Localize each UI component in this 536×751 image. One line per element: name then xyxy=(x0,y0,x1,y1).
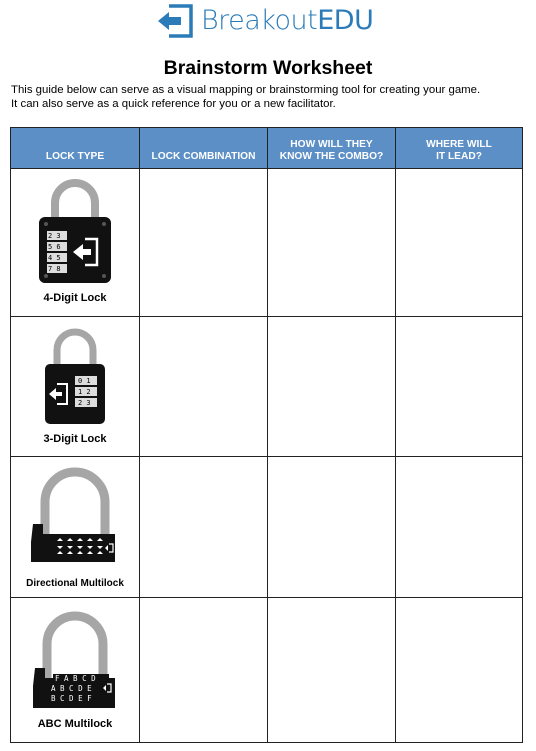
logo-suffix: EDU xyxy=(317,5,374,36)
dial-digit: 5 6 xyxy=(48,243,61,251)
intro-line-1: This guide below can serve as a visual mapping or brainstorming tool for creating your game. xyxy=(11,84,481,96)
four-digit-lock-icon xyxy=(35,175,115,287)
dial-digit: 0 1 xyxy=(78,377,91,385)
header-lock-type xyxy=(11,128,139,168)
dial-digit: 7 8 xyxy=(48,265,61,273)
intro-line-2: It can also serve as a quick reference for you or a new facilitator. xyxy=(11,98,336,110)
door-arrow-icon xyxy=(155,4,195,38)
dial-letters: B C D E F xyxy=(51,694,92,703)
header-where-lead-line2: IT LEAD? xyxy=(436,151,482,162)
page-title: Brainstorm Worksheet xyxy=(163,57,373,79)
logo-text xyxy=(201,4,373,38)
grid-hline xyxy=(11,456,522,457)
dial-digit: 2 3 xyxy=(48,232,61,240)
lock-label-directional: Directional Multilock xyxy=(26,578,124,589)
header-lock-combination xyxy=(140,128,267,168)
header-how-know-combo xyxy=(268,128,395,168)
header-where-lead-line1: WHERE WILL xyxy=(426,139,492,150)
grid-hline xyxy=(11,597,522,598)
grid-vline xyxy=(139,128,140,742)
intro-text xyxy=(11,83,531,111)
dial-digit: 4 5 xyxy=(48,254,61,262)
grid-vline xyxy=(267,128,268,742)
grid-hline xyxy=(11,316,522,317)
header-lock-combination-line2: LOCK COMBINATION xyxy=(151,151,256,162)
dial-digit: 2 3 xyxy=(78,399,91,407)
abc-multilock-icon xyxy=(29,604,121,714)
logo-brand: Breakout xyxy=(201,5,318,36)
dial-digit: 1 2 xyxy=(78,388,91,396)
dial-letters: F A B C D xyxy=(55,674,96,683)
header-where-lead xyxy=(396,128,522,168)
header-how-know-combo-line2: KNOW THE COMBO? xyxy=(279,151,384,162)
lock-label-3-digit: 3-Digit Lock xyxy=(43,433,107,445)
three-digit-lock-icon xyxy=(41,324,109,428)
lock-label-4-digit: 4-Digit Lock xyxy=(43,292,107,304)
breakout-edu-logo xyxy=(155,4,373,38)
lock-label-abc: ABC Multilock xyxy=(37,718,113,730)
header-lock-type-line2: LOCK TYPE xyxy=(45,151,105,162)
dial-letters: A B C D E xyxy=(51,684,92,693)
directional-multilock-icon xyxy=(27,462,123,572)
brainstorm-table xyxy=(10,127,523,743)
grid-hline xyxy=(11,168,522,169)
header-how-know-combo-line1: HOW WILL THEY xyxy=(290,139,373,150)
grid-vline xyxy=(395,128,396,742)
